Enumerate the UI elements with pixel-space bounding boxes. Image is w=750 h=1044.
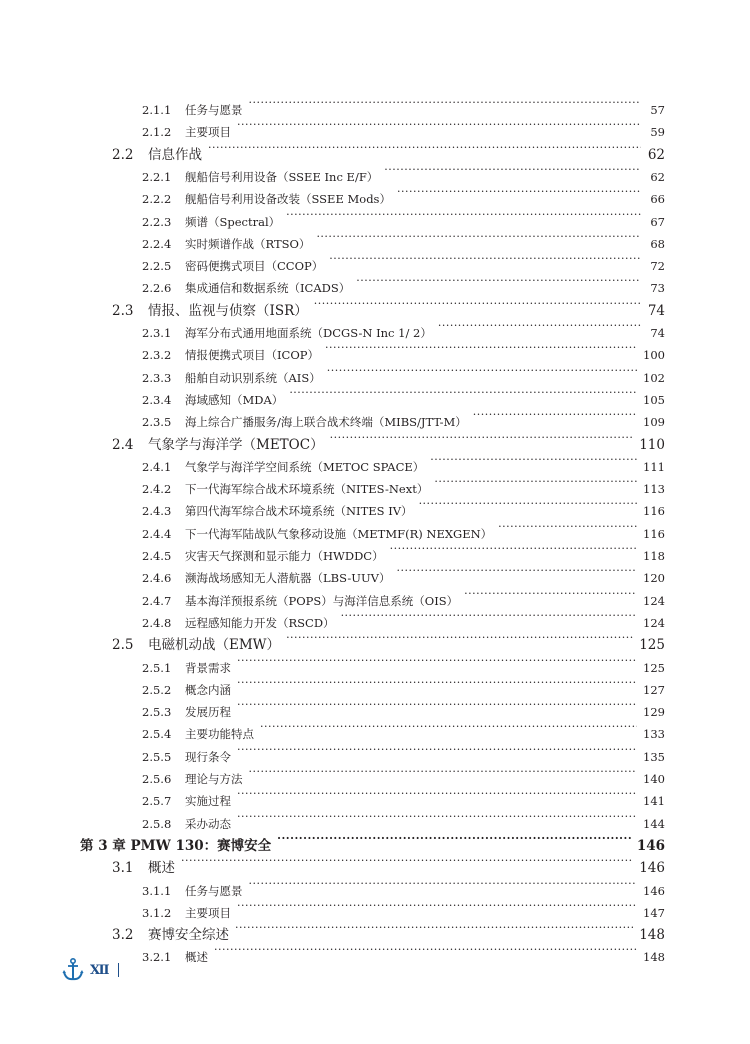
toc-title: 第四代海军综合战术环境系统（NITES IV） — [185, 504, 413, 519]
dot-leader — [341, 605, 637, 627]
toc-subsection[interactable] — [142, 181, 665, 207]
toc-page-number: 144 — [643, 816, 665, 831]
toc-subsection[interactable] — [142, 672, 665, 697]
dot-leader — [237, 806, 637, 828]
dot-leader — [237, 672, 637, 694]
toc-title: 概述 — [148, 860, 175, 877]
toc-subsection[interactable] — [142, 449, 665, 474]
toc-title: 集成通信和数据系统（ICADS） — [185, 281, 351, 296]
toc-subsection[interactable] — [142, 92, 665, 117]
toc-page-number: 125 — [639, 637, 665, 654]
toc-title: 电磁机动战（EMW） — [148, 637, 281, 654]
toc-page-number: 74 — [647, 302, 665, 319]
toc-subsection[interactable] — [142, 226, 665, 251]
toc-number: 2.4.3 — [142, 504, 172, 519]
dot-leader — [286, 627, 633, 649]
toc-title: 任务与愿景 — [185, 883, 243, 898]
toc-number: 2.4.2 — [142, 482, 172, 497]
toc-subsection[interactable] — [142, 806, 665, 831]
toc-page-number: 146 — [639, 860, 665, 877]
dot-leader — [384, 159, 641, 181]
dot-leader — [419, 493, 637, 515]
toc-title: 下一代海军陆战队气象移动设施（METMF(R) NEXGEN） — [185, 526, 493, 541]
page-number: Ⅻ — [90, 962, 110, 978]
toc-number: 3.1 — [112, 860, 134, 877]
toc-page-number: 140 — [643, 772, 665, 786]
toc-page-number: 141 — [643, 794, 665, 809]
toc-number: 2.3.2 — [142, 348, 172, 363]
toc-number: 3.2 — [112, 927, 134, 944]
toc-subsection[interactable] — [142, 939, 665, 965]
toc-number: 2.2 — [112, 146, 134, 163]
toc-number: 2.4.4 — [142, 526, 172, 541]
toc-number: 2.4.1 — [142, 459, 172, 474]
dot-leader — [396, 560, 637, 582]
toc-page-number: 111 — [643, 459, 665, 474]
toc-title: 舰船信号利用设备（SSEE Inc E/F） — [185, 169, 379, 184]
toc-page-number: 148 — [639, 927, 665, 944]
toc-subsection[interactable] — [142, 761, 665, 786]
toc-subsection[interactable] — [142, 873, 665, 898]
footer-divider — [118, 963, 119, 977]
toc-title: 气象学与海洋学空间系统（METOC SPACE） — [185, 459, 425, 474]
dot-leader — [235, 917, 633, 939]
toc-page-number: 110 — [639, 436, 665, 453]
dot-leader — [286, 204, 641, 226]
dot-leader — [249, 873, 638, 895]
toc-title: 远程感知能力开发（RSCD） — [185, 615, 335, 630]
toc-chapter[interactable] — [80, 828, 665, 854]
toc-subsection[interactable] — [142, 270, 665, 296]
toc-page-number: 67 — [650, 214, 665, 229]
toc-number: 2.5.2 — [142, 682, 172, 697]
toc-number: 2.2.4 — [142, 236, 172, 251]
toc-subsection[interactable] — [142, 694, 665, 720]
toc-page-number: 127 — [643, 682, 665, 697]
toc-subsection[interactable] — [142, 605, 665, 630]
toc-page-number: 66 — [650, 192, 665, 207]
toc-number: 2.5.8 — [142, 816, 172, 831]
dot-leader — [325, 337, 637, 359]
toc-subsection[interactable] — [142, 516, 665, 541]
toc-title: 实时频谱作战（RTSO） — [185, 236, 311, 251]
toc-number: 2.1.2 — [142, 125, 172, 140]
toc-page-number: 116 — [643, 526, 665, 541]
toc-page-number: 118 — [643, 549, 665, 563]
toc-title: 概述 — [185, 950, 208, 965]
toc-title: 实施过程 — [185, 794, 231, 809]
dot-leader — [434, 471, 637, 493]
dot-leader — [237, 783, 637, 805]
toc-number: 2.5.7 — [142, 794, 172, 809]
toc-title: 发展历程 — [185, 705, 231, 720]
dot-leader — [397, 181, 641, 203]
toc-page-number: 102 — [643, 370, 665, 385]
toc-subsection[interactable] — [142, 895, 665, 920]
toc-page-number: 105 — [643, 392, 665, 407]
toc-title: 情报、监视与侦察（ISR） — [148, 302, 308, 319]
toc-page-number: 148 — [643, 950, 665, 965]
toc-title: 海军分布式通用地面系统（DCGS-N Inc 1/ 2） — [185, 326, 432, 340]
dot-leader — [289, 382, 637, 404]
page-footer — [62, 958, 119, 982]
toc-number: 3.2.1 — [142, 950, 172, 965]
toc-page-number: 62 — [647, 146, 665, 163]
toc-title: 灾害天气探测和显示能力（HWDDC） — [185, 549, 384, 563]
toc-number: 2.4.7 — [142, 593, 172, 608]
toc-title: 概念内涵 — [185, 682, 231, 697]
dot-leader — [498, 516, 637, 538]
toc-page-number: 116 — [643, 504, 665, 519]
toc-subsection[interactable] — [142, 159, 665, 184]
toc-page-number: 113 — [643, 482, 665, 497]
toc-subsection[interactable] — [142, 204, 665, 229]
toc-title: 主要功能特点 — [185, 727, 254, 742]
toc-number: 2.1.1 — [142, 103, 172, 117]
dot-leader — [237, 650, 637, 672]
toc-section[interactable] — [112, 627, 665, 654]
toc-title: 舰船信号利用设备改装（SSEE Mods） — [185, 192, 391, 207]
dot-leader — [327, 360, 637, 382]
toc-number: 2.2.5 — [142, 259, 172, 274]
toc-number: 2.3 — [112, 302, 134, 319]
toc-section[interactable] — [112, 137, 665, 163]
toc-title: 气象学与海洋学（METOC） — [148, 436, 324, 453]
toc-page-number: 124 — [643, 593, 665, 608]
toc-number: 2.3.1 — [142, 326, 172, 340]
dot-leader — [214, 939, 637, 961]
toc-subsection[interactable] — [142, 315, 665, 340]
toc-number: 2.5.3 — [142, 705, 172, 720]
dot-leader — [249, 92, 642, 114]
toc-title: 现行条令 — [185, 749, 231, 764]
dot-leader — [208, 137, 641, 159]
toc-page-number: 124 — [643, 615, 665, 630]
toc-page-number: 100 — [643, 348, 665, 363]
toc-title: 海域感知（MDA） — [185, 392, 284, 407]
toc-number: 2.2.1 — [142, 169, 172, 184]
toc-title: 濒海战场感知无人潜航器（LBS-UUV） — [185, 571, 391, 586]
dot-leader — [330, 427, 634, 449]
toc-number: 2.4 — [112, 436, 134, 453]
dot-leader — [316, 226, 641, 248]
toc-title: 情报便携式项目（ICOP） — [185, 348, 320, 363]
dot-leader — [260, 716, 637, 738]
dot-leader — [464, 583, 637, 605]
toc-page-number: 135 — [643, 749, 665, 764]
toc-subsection[interactable] — [142, 404, 665, 430]
toc-title: 主要项目 — [185, 905, 231, 920]
dot-leader — [390, 538, 637, 560]
toc-subsection[interactable] — [142, 560, 665, 586]
toc-title: 下一代海军综合战术环境系统（NITES-Next） — [185, 482, 429, 497]
toc-title: 理论与方法 — [185, 772, 243, 786]
dot-leader — [237, 114, 641, 136]
toc-number: 2.2.3 — [142, 214, 172, 229]
toc-page-number: 72 — [650, 259, 665, 274]
toc-page-number: 146 — [636, 837, 665, 854]
dot-leader — [237, 739, 637, 761]
toc-subsection[interactable] — [142, 716, 665, 742]
toc-subsection[interactable] — [142, 538, 665, 563]
toc-subsection[interactable] — [142, 783, 665, 809]
dot-leader — [237, 895, 637, 917]
toc-page-number: 68 — [650, 236, 665, 251]
toc-title: 信息作战 — [148, 146, 202, 163]
toc-page-number: 146 — [643, 883, 665, 898]
toc-number: 2.5.1 — [142, 660, 172, 675]
toc-number: 2.5.5 — [142, 749, 172, 764]
toc-number: 2.2.2 — [142, 192, 172, 207]
toc-subsection[interactable] — [142, 739, 665, 764]
toc-page-number: 133 — [643, 727, 665, 742]
dot-leader — [181, 850, 633, 872]
toc-page-number: 57 — [650, 103, 665, 117]
toc-page-number: 125 — [643, 660, 665, 675]
toc-page-number: 109 — [643, 415, 665, 430]
toc-number: 2.4.6 — [142, 571, 172, 586]
toc-page-number: 62 — [650, 169, 665, 184]
toc-number: 2.3.3 — [142, 370, 172, 385]
toc-number: 2.5.6 — [142, 772, 172, 786]
toc-title: 频谱（Spectral） — [185, 214, 281, 229]
dot-leader — [430, 449, 637, 471]
toc-title: 采办动态 — [185, 816, 231, 831]
toc-number: 3.1.1 — [142, 883, 172, 898]
toc-subsection[interactable] — [142, 248, 665, 274]
toc-section[interactable] — [112, 427, 665, 453]
toc-subsection[interactable] — [142, 493, 665, 519]
anchor-icon — [62, 958, 84, 982]
toc-subsection[interactable] — [142, 650, 665, 675]
toc-title: 第 3 章 PMW 130：赛博安全 — [80, 837, 272, 854]
toc-subsection[interactable] — [142, 114, 665, 140]
toc-number: 2.2.6 — [142, 281, 172, 296]
toc-subsection[interactable] — [142, 583, 665, 608]
toc-number: 2.4.8 — [142, 615, 172, 630]
toc-title: 任务与愿景 — [185, 103, 243, 117]
dot-leader — [249, 761, 638, 783]
dot-leader — [329, 248, 641, 270]
toc-section[interactable] — [112, 850, 665, 877]
toc-section[interactable] — [112, 293, 665, 319]
toc-page-number: 59 — [650, 125, 665, 140]
toc-page-number: 120 — [643, 571, 665, 586]
dot-leader — [438, 315, 641, 337]
dot-leader — [237, 694, 637, 716]
toc-page-number: 129 — [643, 705, 665, 720]
toc-section[interactable] — [112, 917, 665, 944]
toc-number: 3.1.2 — [142, 905, 172, 920]
toc-title: 船舶自动识别系统（AIS） — [185, 370, 321, 385]
toc-subsection[interactable] — [142, 471, 665, 497]
toc-title: 基本海洋预报系统（POPS）与海洋信息系统（OIS） — [185, 593, 459, 608]
toc-number: 2.4.5 — [142, 549, 172, 563]
toc-subsection[interactable] — [142, 360, 665, 385]
toc-page-number: 147 — [643, 905, 665, 920]
toc-number: 2.3.4 — [142, 392, 172, 407]
toc-number: 2.5.4 — [142, 727, 172, 742]
dot-leader — [356, 270, 641, 292]
toc-page-number: 73 — [650, 281, 665, 296]
dot-leader — [473, 404, 637, 426]
toc-number: 2.3.5 — [142, 415, 172, 430]
toc-page-number: 74 — [650, 326, 665, 340]
toc-subsection[interactable] — [142, 382, 665, 407]
toc-title: 海上综合广播服务/海上联合战术终端（MIBS/JTT-M） — [185, 415, 467, 430]
dot-leader — [277, 828, 631, 850]
toc-subsection[interactable] — [142, 337, 665, 363]
toc-title: 背景需求 — [185, 660, 231, 675]
toc-number: 2.5 — [112, 637, 134, 654]
toc-title: 主要项目 — [185, 125, 231, 140]
toc-title: 赛博安全综述 — [148, 927, 229, 944]
toc-title: 密码便携式项目（CCOP） — [185, 259, 324, 274]
dot-leader — [314, 293, 641, 315]
